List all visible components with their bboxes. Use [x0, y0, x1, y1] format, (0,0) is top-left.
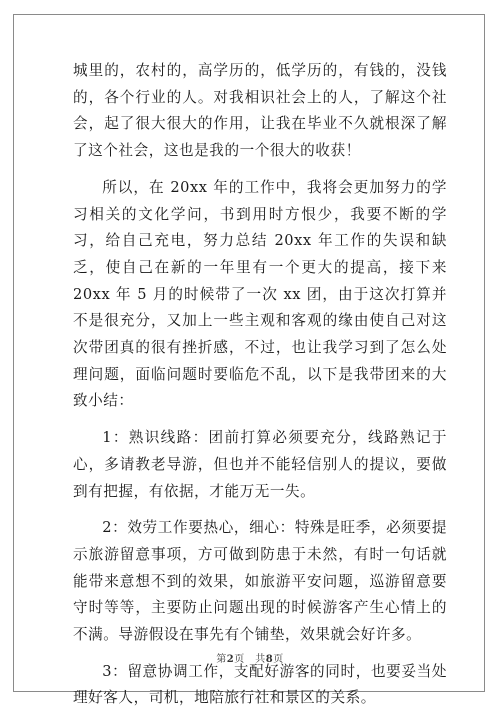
paragraph-1: 城里的，农村的，高学历的，低学历的，有钱的，没钱的，各个行业的人。对我相识社会上的人，了解这个社会，起了很大很大的作用，让我在毕业不久就根深了解了这个社会，这也是我的一个很大的收获！ — [73, 62, 447, 160]
footer-middle: 页 共 — [234, 654, 266, 665]
footer-total-pages: 8 — [265, 654, 274, 665]
footer-page-number: 2 — [226, 654, 235, 665]
paragraph-5: 3：留意协调工作，支配好游客的同时，也要妥当处理好客人，司机，地陪旅行社和景区的关系。 — [73, 662, 447, 707]
paragraph-4: 2：效劳工作要热心，细心：特殊是旺季，必须要提示旅游留意事项，方可做到防患于未然，有时一句话就能带来意想不到的效果，如旅游平安问题，巡游留意要守时等等，主要防止问题出现的时候游客产生心情上的不满。导游假设在事先有个铺垫，效果就会好许多。 — [73, 519, 447, 644]
footer-prefix: 第 — [216, 654, 227, 665]
document-body — [73, 58, 447, 722]
footer-suffix: 页 — [273, 654, 284, 665]
paragraph-3: 1：熟识线路：团前打算必须要充分，线路熟记于心，多请教老导游，但也并不能轻信别人的提议，要做到有把握，有依据，才能万无一失。 — [73, 429, 447, 500]
page-footer — [0, 650, 500, 665]
paragraph-2: 所以，在 20xx 年的工作中，我将会更加努力的学习相关的文化学问，书到用时方恨少，我要不断的学习，给自己充电，努力总结 20xx 年工作的失误和缺乏，使自己在新的一年里有一个更大的提高，接下来 20xx 年 5 月的时候带了一次 xx 团，由于这次打算并不是很充分，又加上一些主观和客观的缘由使自己对这次带团真的很有挫折感，不过，也让我学习到了怎么处理问题，面临问题时要临危不乱，以下是我带团来的大致小结： — [73, 178, 447, 410]
